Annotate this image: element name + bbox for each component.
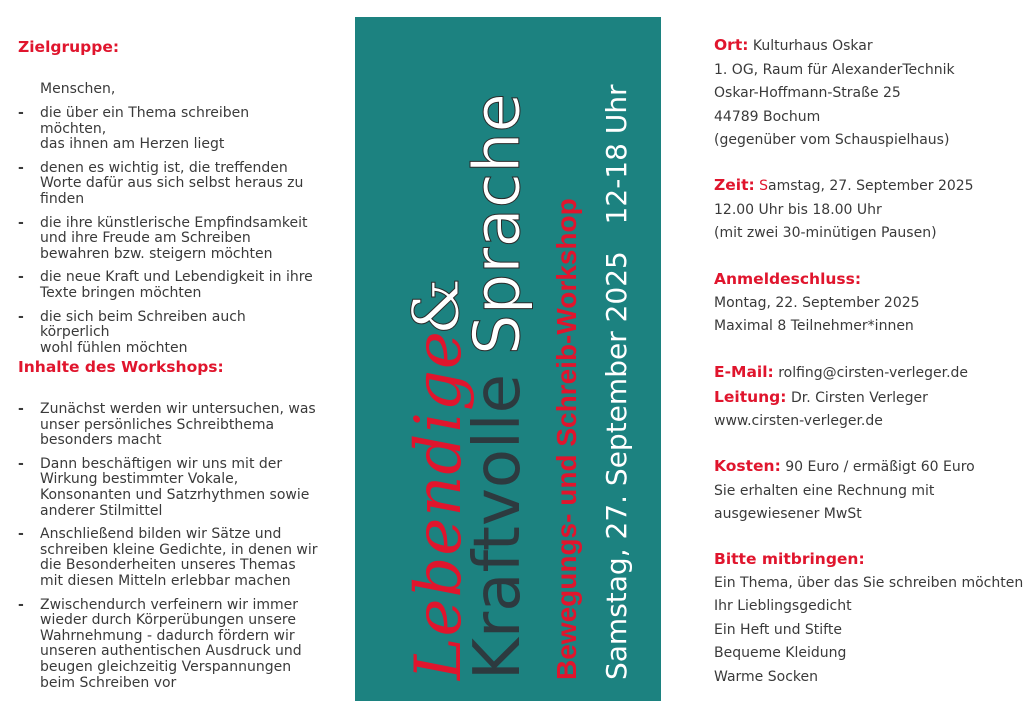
workshop-content-item-line: mit diesen Mitteln erlebbar machen [40, 572, 291, 589]
workshop-date-line: Samstag, 27. September 2025 12-18 Uhr [600, 84, 633, 680]
title-word-lebendige: Lebendige [402, 330, 476, 680]
bullet-dash: - [18, 159, 24, 176]
target-group-item-line: die sich beim Schreiben auch körperlich [40, 308, 246, 341]
workshop-content-item-line: beim Schreiben vor [40, 674, 177, 691]
bring-block [714, 548, 1023, 689]
costs-block [714, 455, 975, 527]
workshop-content-item [18, 457, 318, 519]
workshop-content-heading: Inhalte des Workshops: [18, 358, 224, 376]
workshop-content-item-line: besonders macht [40, 432, 162, 449]
email-label: E-Mail: [714, 363, 774, 381]
time-date: amstag, 27. September 2025 [768, 178, 974, 194]
location-label: Ort: [714, 36, 749, 54]
time-line: 12.00 Uhr bis 18.00 Uhr [714, 201, 882, 218]
bullet-dash: - [18, 455, 24, 472]
bring-item: Ihr Lieblingsgedicht [714, 598, 852, 614]
workshop-content-item-line: wieder durch Körperübungen unsere [40, 612, 296, 629]
time-first-letter: S [759, 178, 769, 194]
location-line: Oskar-Hoffmann-Straße 25 [714, 85, 901, 101]
target-group-item [18, 161, 318, 208]
target-group-item [18, 106, 318, 153]
target-group-item-line: die ihre künstlerische Empfindsamkeit [40, 214, 308, 231]
target-group-item-line: wohl fühlen möchten [40, 339, 188, 356]
registration-block [714, 268, 920, 339]
target-group-item [18, 310, 318, 357]
workshop-content-item [18, 527, 318, 589]
bullet-dash: - [18, 214, 24, 231]
costs-line: ausgewiesener MwSt [714, 506, 862, 522]
location-line: (gegenüber vom Schauspielhaus) [714, 132, 950, 148]
workshop-content-item-line: unseren authentischen Ausdruck und [40, 643, 302, 660]
target-group-item-line: die neue Kraft und Lebendigkeit in ihre [40, 269, 313, 286]
workshop-subtitle: Bewegungs- und Schreib-Workshop [551, 198, 582, 680]
target-group-item-line: das ihnen am Herzen liegt [40, 136, 225, 153]
lead-label: Leitung: [714, 387, 787, 406]
bullet-dash: - [18, 269, 24, 286]
time-line: (mit zwei 30-minütigen Pausen) [714, 225, 937, 241]
workshop-content-item-line: Konsonanten und Satzrhythmen sowie [40, 486, 310, 503]
target-group-item-line: die über ein Thema schreiben möchten, [40, 105, 250, 137]
workshop-content-item-line: unser persönliches Schreibthema [40, 416, 275, 433]
workshop-content-item-line: Zwischendurch verfeinern wir immer [40, 596, 298, 613]
location-line: 1. OG, Raum für AlexanderTechnik [714, 61, 955, 78]
bring-item: Warme Socken [714, 668, 818, 685]
target-group-item-line: finden [40, 190, 85, 207]
workshop-content-item-line: schreiben kleine Gedichte, in denen wir [40, 541, 318, 558]
location-block [714, 34, 955, 153]
contact-block [714, 361, 968, 434]
bullet-dash: - [18, 596, 24, 613]
lead-name: Dr. Cirsten Verleger [790, 389, 928, 406]
workshop-content-list [18, 402, 318, 699]
workshop-content-item-line: Zunächst werden wir untersuchen, was [40, 401, 316, 417]
costs-value: 90 Euro / ermäßigt 60 Euro [785, 459, 975, 475]
workshop-content-item [18, 598, 318, 692]
website-link[interactable]: www.cirsten-verleger.de [714, 413, 883, 429]
workshop-content-item [18, 402, 318, 449]
target-group-intro: Menschen, [40, 81, 116, 97]
registration-line: Montag, 22. September 2025 [714, 294, 920, 311]
location-line: Kulturhaus Oskar [752, 38, 873, 54]
workshop-content-item-line: beugen gleichzeitig Verspannungen [40, 658, 292, 675]
bullet-dash: - [18, 308, 24, 325]
location-line: 44789 Bochum [714, 108, 821, 125]
target-group-item-line: Texte bringen möchten [40, 284, 202, 301]
target-group-item [18, 270, 318, 301]
email-link[interactable]: rolfing@cirsten-verleger.de [778, 365, 969, 381]
workshop-content-item-line: anderer Stilmittel [40, 502, 163, 519]
bullet-dash: - [18, 105, 24, 121]
bring-item: Ein Thema, über das Sie schreiben möchten [714, 574, 1024, 591]
workshop-content-item-line: Dann beschäftigen wir uns mit der [40, 455, 283, 472]
title-word-sprache: Sprache [461, 93, 535, 355]
workshop-content-item-line: Wirkung bestimmter Vokale, [40, 471, 239, 488]
registration-line: Maximal 8 Teilnehmer*innen [714, 318, 914, 334]
target-group-heading: Zielgruppe: [18, 38, 120, 56]
target-group-item [18, 216, 318, 263]
title-panel [355, 17, 661, 701]
target-group-item-line: bewahren bzw. steigern möchten [40, 245, 273, 262]
workshop-content-item-line: Wahrnehmung - dadurch fördern wir [40, 627, 295, 644]
registration-deadline-label: Anmeldeschluss: [714, 270, 862, 288]
bring-label: Bitte mitbringen: [714, 550, 865, 568]
title-word-kraftvolle: Kraftvolle [461, 374, 535, 680]
costs-line: Sie erhalten eine Rechnung mit [714, 482, 935, 499]
bullet-dash: - [18, 526, 24, 543]
target-group-item-line: Worte dafür aus sich selbst heraus zu [40, 175, 304, 192]
workshop-content-item-line: Anschließend bilden wir Sätze und [40, 526, 282, 543]
bring-item: Bequeme Kleidung [714, 645, 847, 661]
target-group-item-line: und ihre Freude am Schreiben [40, 230, 251, 247]
bullet-dash: - [18, 401, 24, 417]
time-block [714, 174, 974, 246]
target-group-item-line: denen es wichtig ist, die treffenden [40, 159, 288, 176]
costs-label: Kosten: [714, 457, 781, 475]
title-ampersand: & [400, 278, 474, 335]
time-label: Zeit: [714, 176, 755, 194]
bring-item: Ein Heft und Stifte [714, 621, 842, 638]
workshop-content-item-line: die Besonderheiten unseres Themas [40, 557, 296, 574]
target-group-list [18, 106, 318, 364]
